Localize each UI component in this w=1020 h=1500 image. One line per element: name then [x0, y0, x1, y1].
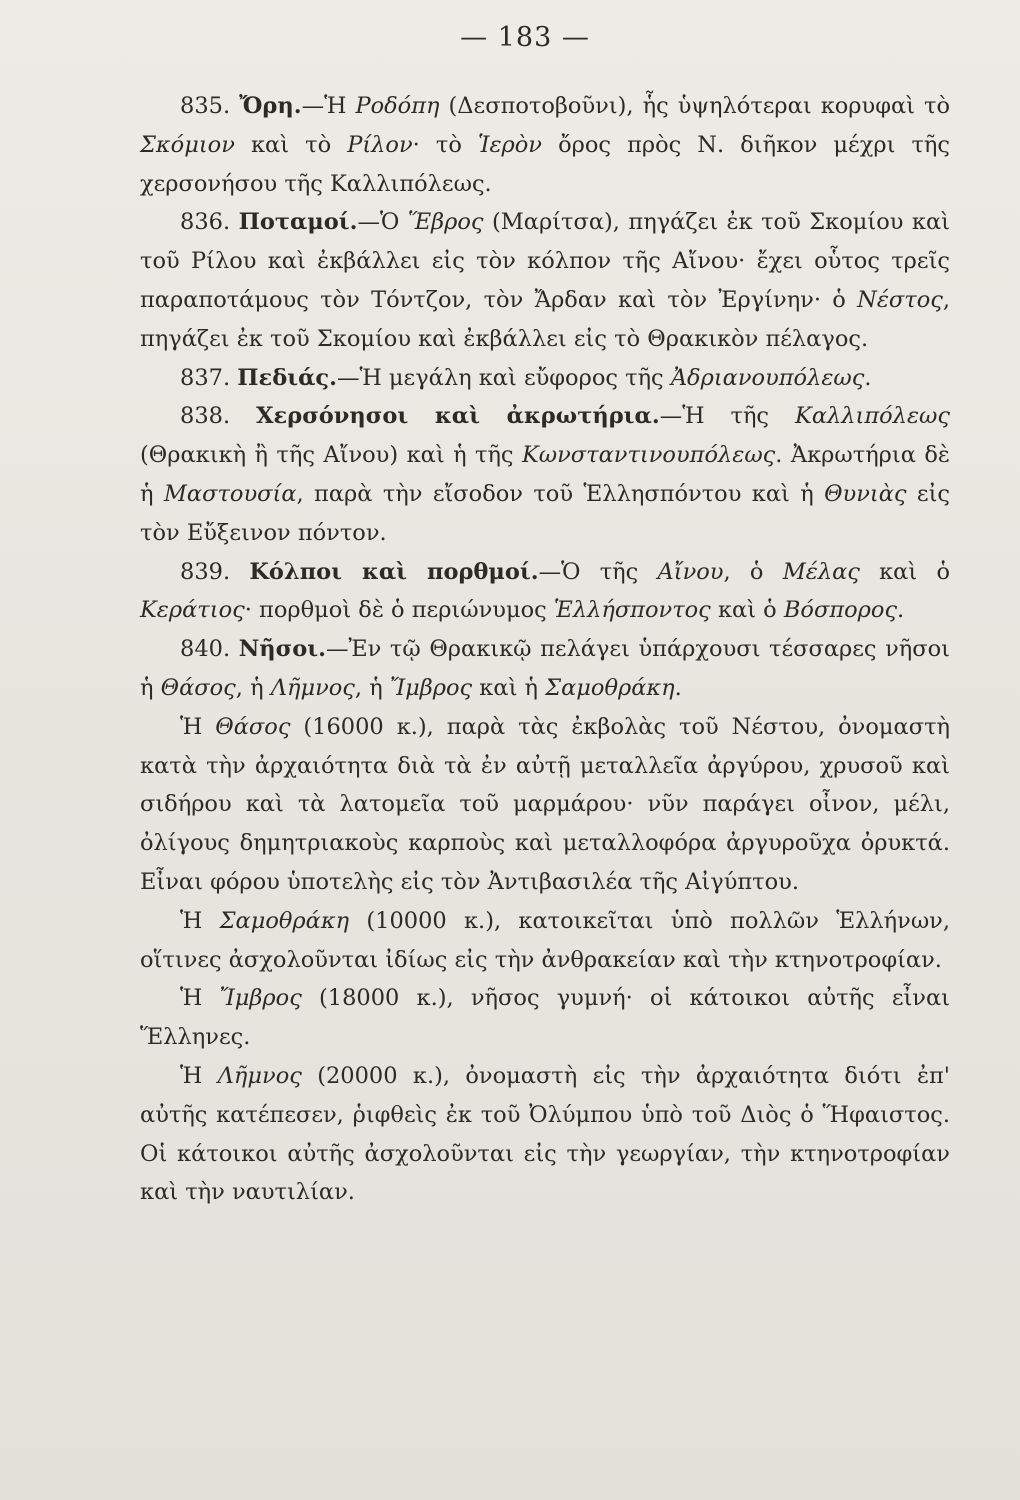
italic-term: Σαμοθράκη [219, 907, 350, 934]
text-run: Ἡ [180, 1062, 218, 1089]
text-run: καὶ ἡ [472, 674, 546, 701]
section-heading: Ὄρη. [239, 93, 302, 119]
text-run: —Ὁ τῆς [538, 558, 658, 585]
section-paragraph [140, 397, 950, 552]
island-paragraph [140, 708, 950, 902]
section-heading: Κόλποι καὶ πορθμοί. [249, 558, 539, 585]
text-run: (18000 κ.), νῆσος γυμνή· οἱ κάτοικοι αὐτῆς εἶναι Ἕλληνες. [140, 985, 950, 1051]
section-paragraph [140, 87, 950, 203]
section-paragraph [140, 203, 950, 358]
italic-term: Ρίλον [347, 131, 413, 158]
island-paragraph [140, 902, 950, 980]
italic-term: Ἴμβρος [389, 674, 473, 701]
text-run: καὶ τὸ [234, 131, 348, 158]
text-run: Ἡ [180, 907, 220, 934]
section-number: 835. [180, 93, 231, 119]
section-number: 839. [180, 558, 231, 585]
section-paragraph [140, 553, 950, 631]
italic-term: Ροδόπη [355, 93, 440, 119]
text-run: · τὸ [412, 131, 478, 158]
italic-term: Καλλιπόλεως [795, 403, 950, 430]
italic-term: Ἑλλήσποντος [553, 597, 711, 624]
italic-term: Ἴμβρος [219, 985, 302, 1012]
section-paragraph [140, 359, 950, 398]
italic-term: Λῆμνος [217, 1062, 302, 1089]
text-run: (Θρακικὴ ἢ τῆς Αἴνου) καὶ ἡ τῆς [140, 442, 522, 469]
section-number: 838. [180, 403, 231, 430]
section-heading: Ποταμοί. [238, 209, 358, 236]
italic-term: Ἱερὸν [477, 131, 542, 158]
section-heading: Νῆσοι. [238, 636, 326, 663]
text-run: Ἡ [180, 985, 220, 1012]
section-heading: Χερσόνησοι καὶ ἀκρωτήρια. [256, 403, 660, 430]
section-paragraph [140, 630, 950, 708]
text-run: . [674, 674, 682, 701]
italic-term: Ἕβρος [407, 209, 484, 236]
text-run: ὄρος πρὸς Ν. διῆκον μέχρι τῆς χερσονήσου τῆς Καλλιπόλεως. [140, 131, 950, 197]
text-run: —Ἐν τῷ Θρακικῷ πελάγει ὑπάρχουσι τέσσαρες νῆσοι ἡ [140, 636, 950, 701]
italic-term: Βόσπορος [783, 597, 898, 624]
text-run: (16000 κ.), παρὰ τὰς ἐκβολὰς τοῦ Νέστου, ὀνομαστὴ κατὰ τὴν ἀρχαιότητα διὰ τὰ ἐν αὐτῇ μεταλλεῖα ἀργύρου, χρυσοῦ καὶ σιδήρου καὶ τὰ λατομεῖα τοῦ μαρμάρου· νῦν παράγει οἶνον, μέλι, ὀλίγους δημητριακοὺς καρποὺς καὶ μεταλλοφόρα ἀργυροῦχα ὀρυκτά. Εἶναι φόρου ὑποτελὴς εἰς τὸν Ἀντιβασιλέα τῆς Αἰγύπτου. [140, 713, 950, 895]
text-run: —Ἡ [301, 93, 356, 119]
italic-term: Μαστουσία [163, 480, 297, 507]
italic-term: Θάσος [160, 674, 236, 701]
text-run: Ἡ [180, 713, 216, 740]
text-run: , παρὰ τὴν εἴσοδον τοῦ Ἑλλησπόντου καὶ ἡ [296, 480, 825, 507]
italic-term: Νέστος [857, 286, 943, 313]
text-run: εἰς τὸν Εὔξεινον πόντον. [140, 480, 950, 546]
text-run: · πορθμοὶ δὲ ὁ περιώνυμος [244, 597, 554, 624]
text-run: (Μαρίτσα), πηγάζει ἐκ τοῦ Σκομίου καὶ τοῦ Ρίλου καὶ ἐκβάλλει εἰς τὸν κόλπον τῆς Αἴνου· ἔχει οὗτος τρεῖς παραποτάμους τὸν Τόντζον, τὸν Ἄρδαν καὶ τὸν Ἐργίνην· ὁ [140, 209, 950, 313]
italic-term: Σαμοθράκη [545, 674, 675, 701]
text-run: καὶ ὁ [710, 597, 784, 624]
text-run: (Δεσποτοβοῦνι), ἧς ὑψηλότεραι κορυφαὶ τὸ [439, 93, 951, 119]
text-run: . [897, 597, 905, 624]
island-paragraph [140, 1057, 950, 1212]
italic-term: Κωνσταντινουπόλεως [521, 442, 776, 469]
text-run: —Ὁ [357, 209, 408, 236]
section-number: 840. [180, 636, 231, 663]
text-run: (20000 κ.), ὀνομαστὴ εἰς τὴν ἀρχαιότητα διότι ἐπ' αὐτῆς κατέπεσεν, ῥιφθεὶς ἐκ τοῦ Ὀλύμπου ὑπὸ τοῦ Διὸς ὁ Ἥφαιστος. Οἱ κάτοικοι αὐτῆς ἀσχολοῦνται εἰς τὴν γεωργίαν, τὴν κτηνοτροφίαν καὶ τὴν ναυτιλίαν. [140, 1062, 950, 1206]
text-run: —Ἡ μεγάλη καὶ εὔφορος τῆς [336, 364, 671, 391]
page-body [140, 87, 950, 1212]
italic-term: Θυνιὰς [824, 480, 907, 507]
italic-term: Αἴνου [657, 558, 724, 585]
italic-term: Σκόμιον [140, 131, 235, 158]
section-number: 836. [180, 209, 231, 236]
island-paragraph [140, 979, 950, 1057]
italic-term: Θάσος [215, 713, 291, 740]
italic-term: Κεράτιος [140, 597, 245, 624]
text-run: . Ἀκρωτήρια δὲ ἡ [140, 442, 950, 507]
text-run: , ὁ [723, 558, 783, 585]
italic-term: Ἀδριανουπόλεως [670, 364, 865, 391]
section-heading: Πεδιάς. [237, 364, 337, 391]
page-number: — 183 — [460, 22, 590, 53]
text-run: καὶ ὁ [859, 558, 950, 585]
text-run: —Ἡ τῆς [659, 403, 796, 430]
italic-term: Λῆμνος [270, 674, 355, 701]
italic-term: Μέλας [782, 558, 860, 585]
text-run: , ἡ [354, 674, 390, 701]
text-run: , πηγάζει ἐκ τοῦ Σκομίου καὶ ἐκβάλλει εἰς τὸ Θρακικὸν πέλαγος. [140, 286, 950, 352]
text-run: , ἡ [235, 674, 271, 701]
text-run: (10000 κ.), κατοικεῖται ὑπὸ πολλῶν Ἑλλήνων, οἵτινες ἀσχολοῦνται ἰδίως εἰς τὴν ἀνθρακείαν καὶ τὴν κτηνοτροφίαν. [140, 907, 950, 973]
section-number: 837. [180, 364, 231, 391]
text-run: . [864, 364, 872, 391]
